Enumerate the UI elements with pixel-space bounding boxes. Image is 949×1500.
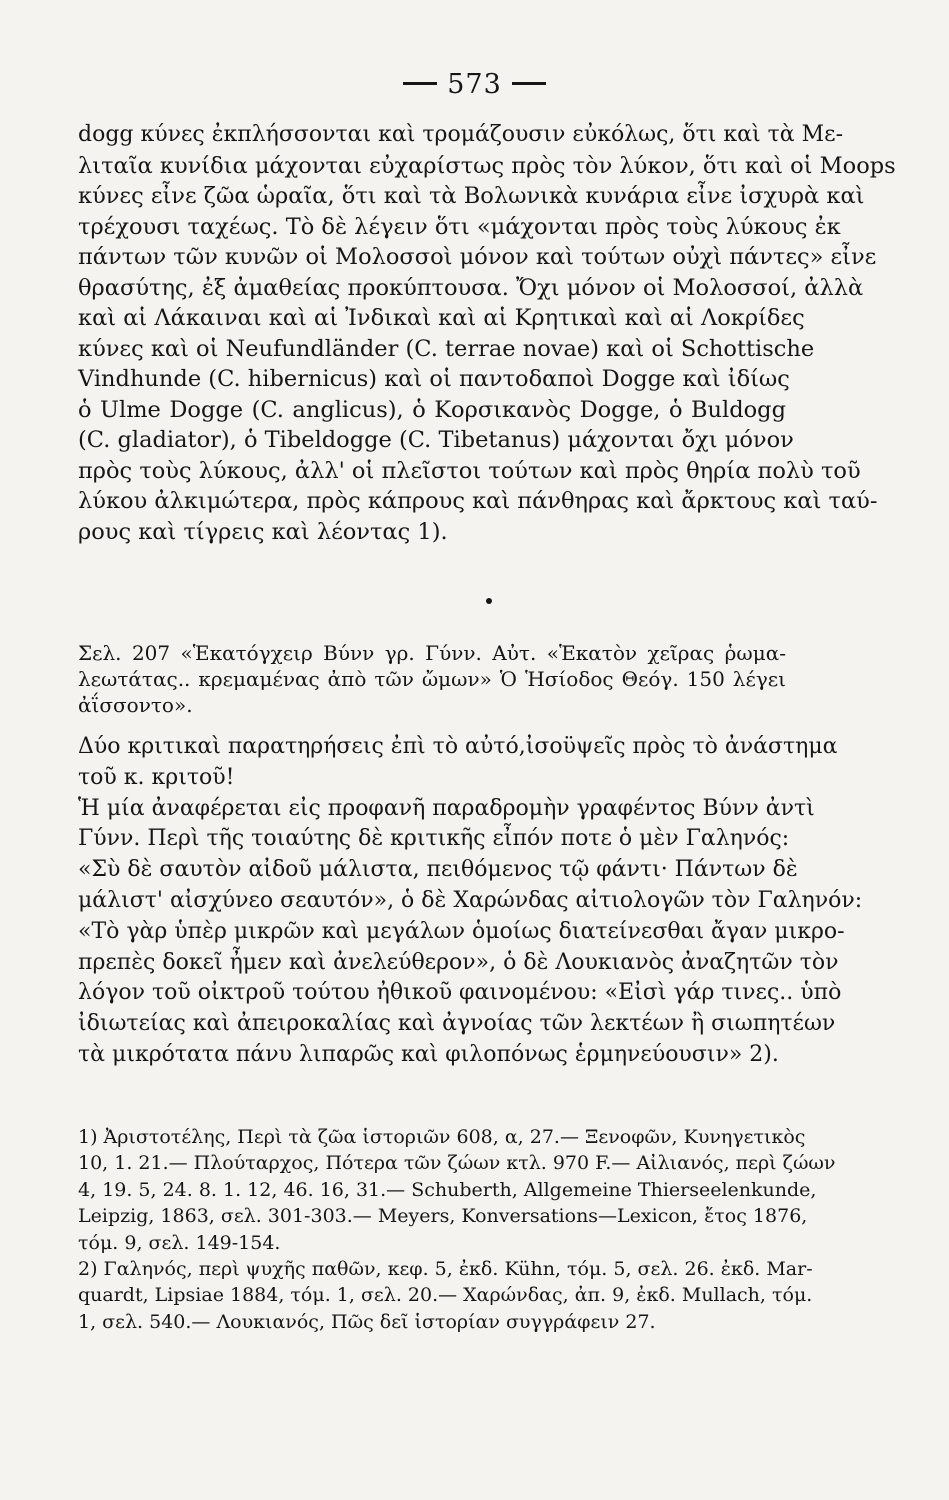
footnote-line: 1) Ἀριστοτέλης, Περὶ τὰ ζῶα ἱστοριῶν 608, α, 27.— Ξενοφῶν, Κυνηγετικὸς (78, 1126, 806, 1148)
footnote-line: 2) Γαληνός, περὶ ψυχῆς παθῶν, κεφ. 5, ἐκδ. Kühn, τόμ. 5, σελ. 26. ἐκδ. Mar- (78, 1257, 813, 1280)
main-line: (C. gladiator), ὁ Tibeldogge (C. Tibetanus) μάχονται ὄχι μόνον (78, 427, 794, 453)
footnotes (78, 1124, 836, 1335)
critique-line: «Τὸ γὰρ ὑπὲρ μικρῶν καὶ μεγάλων ὁμοίως διατείνεσθαι ἄγαν μικρο- (78, 918, 845, 944)
main-line: κύνες καὶ οἱ Neufundländer (C. terrae novae) καὶ οἱ Schottische (78, 335, 815, 362)
main-line: κύνες εἶνε ζῶα ὡραῖα, ὅτι καὶ τὰ Βολωνικὰ κυνάρια εἶνε ἰσχυρὰ καὶ (78, 183, 865, 209)
footnote-line: Leipzig, 1863, σελ. 301-303.— Meyers, Konversations—Lexicon, ἔτος 1876, (78, 1205, 808, 1228)
note-line: λεωτάτας.. κρεμαμένας ἀπὸ τῶν ὤμων» Ὁ Ἡσίοδος Θεόγ. 150 λέγει (78, 667, 786, 691)
critique-line: Δύο κριτικαὶ παρατηρήσεις ἐπὶ τὸ αὐτό,ἰσοϋψεῖς πρὸς τὸ ἀνάστημα (78, 734, 838, 759)
main-line: ρους καὶ τίγρεις καὶ λέοντας 1). (78, 518, 448, 545)
footnote-line: 10, 1. 21.— Πλούταρχος, Πότερα τῶν ζώων κτλ. 970 F.— Αἰλιανός, περὶ ζώων (78, 1152, 836, 1175)
critique-line: ἰδιωτείας καὶ ἀπειροκαλίας καὶ ἀγνοίας τῶν λεκτέων ἢ σιωπητέων (78, 1011, 836, 1037)
critique-line: τοῦ κ. κριτοῦ! (78, 764, 235, 790)
main-line: πρὸς τοὺς λύκους, ἀλλ' οἱ πλεῖστοι τούτων καὶ πρὸς θηρία πολὺ τοῦ (78, 457, 861, 484)
main-line: τρέχουσι ταχέως. Τὸ δὲ λέγειν ὅτι «μάχονται πρὸς τοὺς λύκους ἐκ (78, 213, 841, 240)
critique-line: πρεπὲς δοκεῖ ἦμεν καὶ ἀνελεύθερον», ὁ δὲ Λουκιανὸς ἀναζητῶν τὸν (78, 949, 839, 975)
critique-line: Ἡ μία ἀναφέρεται εἰς προφανῆ παραδρομὴν γραφέντος Βύνν ἀντὶ (78, 795, 815, 821)
main-line: πάντων τῶν κυνῶν οἱ Μολοσσοὶ μόνον καὶ τούτων οὐχὶ πάντες» εἶνε (78, 244, 877, 270)
critique-paragraph (78, 732, 863, 1071)
critique-line: λόγον τοῦ οἰκτροῦ τούτου ἠθικοῦ φαινομένου: «Εἰσὶ γάρ τινες.. ὑπὸ (78, 980, 842, 1006)
main-line: λιταῖα κυνίδια μάχονται εὐχαρίστως πρὸς τὸν λύκον, ὅτι καὶ οἱ Moops (78, 152, 896, 179)
note-line: Σελ. 207 «Ἑκατόγχειρ Βύνν γρ. Γύνν. Αὐτ. «Ἑκατὸν χεῖρας ῥωμα- (78, 641, 786, 665)
main-line: ὁ Ulme Dogge (C. anglicus), ὁ Κορσικανὸς Dogge, ὁ Buldogg (78, 396, 786, 423)
folio-dash-left (403, 82, 437, 85)
critique-line: Γύνν. Περὶ τῆς τοιαύτης δὲ κριτικῆς εἶπόν ποτε ὁ μὲν Γαληνός: (78, 826, 790, 852)
main-line: λύκου ἀλκιμώτερα, πρὸς κάπρους καὶ πάνθηρας καὶ ἄρκτους καὶ ταύ- (78, 488, 878, 514)
critique-line: «Σὺ δὲ σαυτὸν αἰδοῦ μάλιστα, πειθόμενος τῷ φάντι· Πάντων δὲ (78, 857, 798, 883)
footnote-line: τόμ. 9, σελ. 149-154. (78, 1231, 281, 1254)
main-line: dogg κύνες ἐκπλήσσονται καὶ τρομάζουσιν εὐκόλως, ὅτι καὶ τὰ Με- (78, 122, 844, 147)
note-line: ἀΐσσοντο». (78, 693, 193, 717)
critique-line: τὰ μικρότατα πάνυ λιπαρῶς καὶ φιλοπόνως ἑρμηνεύουσιν» 2). (78, 1041, 779, 1067)
main-paragraph (78, 120, 896, 547)
critique-line: μάλιστ' αἰσχύνεο σεαυτόν», ὁ δὲ Χαρώνδας αἰτιολογῶν τὸν Γαληνόν: (78, 887, 863, 913)
footnote-line: 1, σελ. 540.— Λουκιανός, Πῶς δεῖ ἱστορίαν συγγράφειν 27. (78, 1310, 656, 1333)
main-line: θρασύτης, ἐξ ἀμαθείας προκύπτουσα. Ὄχι μόνον οἱ Μολοσσοί, ἀλλὰ (78, 274, 864, 301)
page-number-text: 573 (447, 69, 502, 100)
main-line: Vindhunde (C. hibernicus) καὶ οἱ παντοδαποὶ Dogge καὶ ἰδίως (78, 366, 790, 392)
separator-dot (486, 598, 492, 604)
main-line: καὶ αἱ Λάκαιναι καὶ αἱ Ἰνδικαὶ καὶ αἱ Κρητικαὶ καὶ αἱ Λοκρίδες (78, 305, 805, 331)
footnote-line: 4, 19. 5, 24. 8. 1. 12, 46. 16, 31.— Schuberth, Allgemeine Thierseelenkunde, (78, 1178, 817, 1201)
footnote-line: quardt, Lipsiae 1884, τόμ. 1, σελ. 20.— Χαρώνδας, ἀπ. 9, ἐκδ. Mullach, τόμ. (78, 1284, 813, 1307)
page-number (0, 68, 949, 102)
correction-note (78, 640, 786, 718)
folio-dash-right (512, 82, 546, 85)
